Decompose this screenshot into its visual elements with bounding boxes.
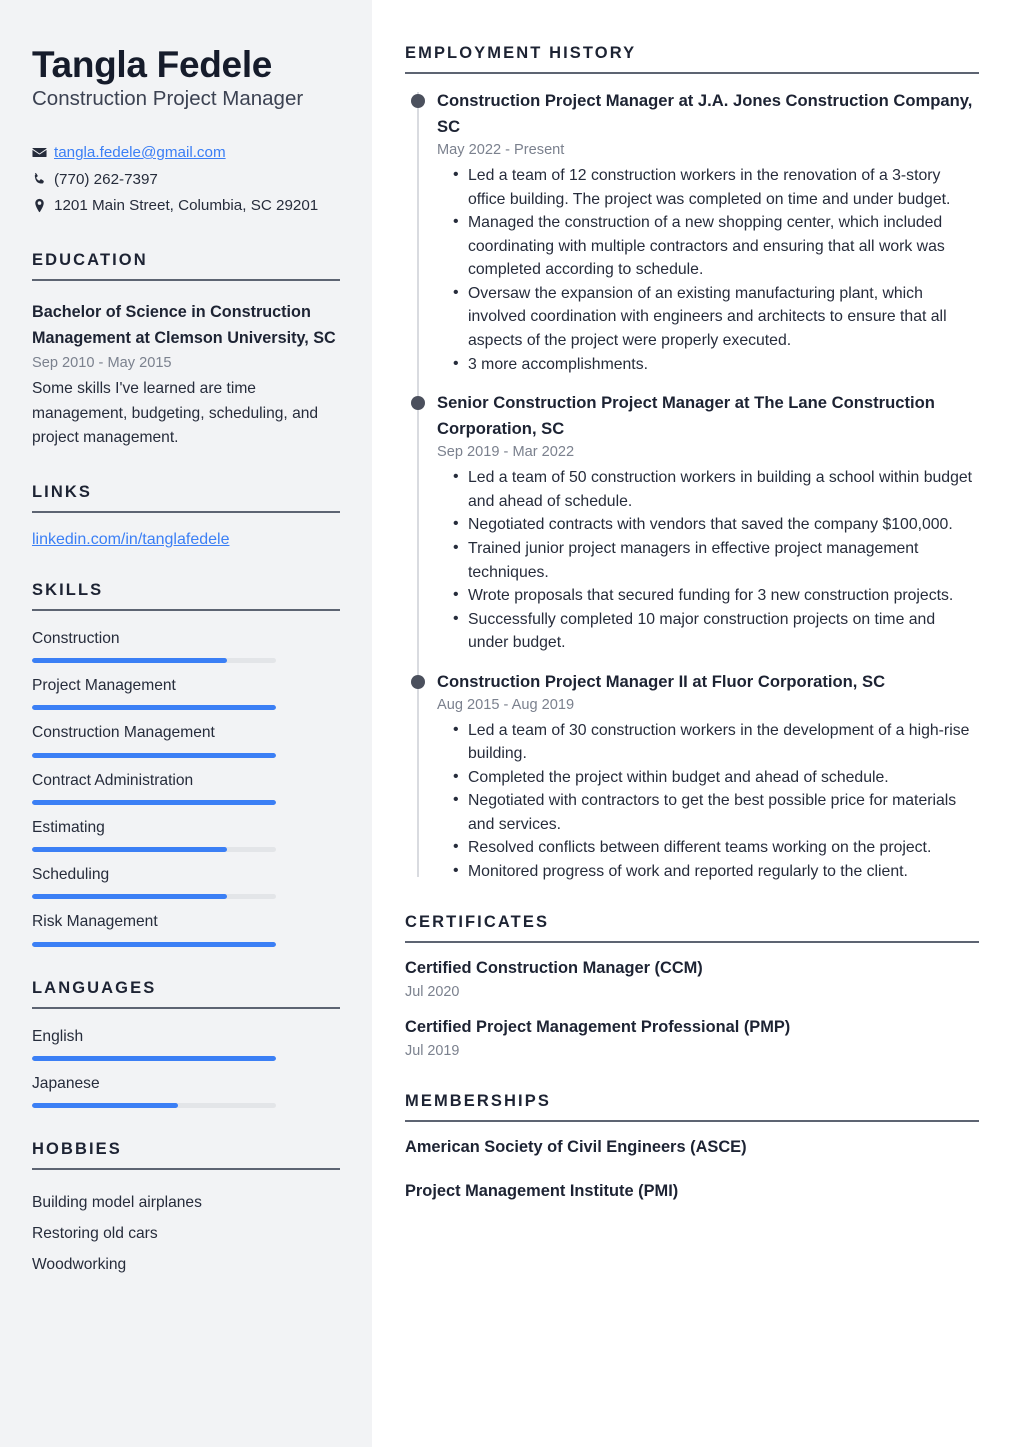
job-entry — [405, 669, 979, 884]
skill-level-bar — [32, 753, 276, 758]
education-item — [32, 299, 340, 451]
timeline-dot-icon — [411, 94, 425, 108]
job-date-range: Aug 2015 - Aug 2019 — [437, 696, 575, 713]
job-bullet: • Completed the project within budget and ahead of schedule. — [468, 766, 979, 790]
skill-level-bar — [32, 800, 276, 805]
job-bullet: • Wrote proposals that secured funding for 3 new construction projects. — [468, 584, 979, 608]
skill-level-fill — [32, 658, 227, 663]
memberships-section — [405, 1092, 979, 1204]
section-divider — [405, 72, 979, 74]
links-section — [32, 483, 340, 549]
skill-label: Scheduling — [32, 866, 110, 884]
certificate-date: Jul 2020 — [405, 984, 460, 1001]
job-bullet: • Negotiated contracts with vendors that saved the company $100,000. — [468, 513, 979, 537]
education-date: Sep 2010 - May 2015 — [32, 354, 172, 371]
skill-level-bar — [32, 942, 276, 947]
skill-label: Estimating — [32, 818, 105, 836]
skill-item — [32, 771, 340, 805]
job-bullet: • Negotiated with contractors to get the best possible price for materials and services. — [468, 789, 979, 836]
job-entry — [405, 390, 979, 655]
skills-list — [32, 629, 340, 947]
memberships-heading: MEMBERSHIPS — [405, 1091, 551, 1110]
job-bullet-list — [437, 719, 979, 884]
section-divider — [32, 1007, 340, 1009]
contact-email-row[interactable] — [32, 142, 340, 164]
hobby-item: Woodworking — [32, 1256, 127, 1274]
job-bullet: • Managed the construction of a new shopping center, which included coordinating with multiple contractors and ensuring that all work was completed according to schedule. — [468, 211, 979, 282]
timeline-dot-icon — [411, 675, 425, 689]
job-bullet-list — [437, 164, 979, 376]
hobby-item: Restoring old cars — [32, 1225, 158, 1243]
hobby-item: Building model airplanes — [32, 1194, 202, 1212]
section-divider — [405, 1120, 979, 1122]
phone-icon — [32, 169, 54, 187]
skill-label: Contract Administration — [32, 771, 194, 789]
skill-level-fill — [32, 800, 276, 805]
certificate-date: Jul 2019 — [405, 1042, 460, 1059]
candidate-name: Tangla Fedele — [32, 44, 273, 85]
language-level-bar — [32, 1056, 276, 1061]
education-heading: EDUCATION — [32, 250, 148, 269]
skill-item — [32, 723, 340, 757]
language-label: English — [32, 1027, 84, 1045]
skill-level-bar — [32, 847, 276, 852]
languages-section — [32, 979, 340, 1109]
skills-section — [32, 581, 340, 947]
job-bullet: • Led a team of 50 construction workers in building a school within budget and ahead of schedule. — [468, 466, 979, 513]
jobs-list — [405, 88, 979, 883]
education-title: Bachelor of Science in Construction Management at Clemson University, SC — [32, 302, 336, 348]
job-bullet: • Oversaw the expansion of an existing manufacturing plant, which involved coordination with engineers and architects to ensure that all aspects of the project were properly executed. — [468, 282, 979, 353]
skill-level-fill — [32, 942, 276, 947]
map-pin-icon — [32, 195, 54, 213]
skill-label: Construction Management — [32, 724, 215, 742]
language-label: Japanese — [32, 1075, 100, 1092]
job-bullet-list — [437, 466, 979, 654]
language-level-fill — [32, 1103, 178, 1108]
linkedin-link[interactable]: linkedin.com/in/tanglafedele — [32, 530, 230, 548]
membership-item: American Society of Civil Engineers (ASCE) — [405, 1137, 747, 1156]
skill-level-fill — [32, 847, 227, 852]
links-heading: LINKS — [32, 482, 92, 501]
certificate-item — [405, 957, 979, 1003]
job-bullet: • Successfully completed 10 major construction projects on time and under budget. — [468, 608, 979, 655]
certificate-name: Certified Project Management Professional (PMP) — [405, 1018, 791, 1037]
job-bullet: • Monitored progress of work and reported regularly to the client. — [468, 860, 979, 884]
skill-level-bar — [32, 894, 276, 899]
contact-list — [32, 142, 340, 217]
contact-email-text — [54, 142, 340, 164]
skill-label: Risk Management — [32, 913, 158, 931]
links-list — [32, 531, 340, 549]
timeline-dot-icon — [411, 396, 425, 410]
email-link[interactable]: tangla.fedele@gmail.com — [54, 144, 226, 162]
contact-address-text: 1201 Main Street, Columbia, SC 29201 — [54, 197, 319, 215]
employment-section — [405, 44, 979, 883]
job-entry — [405, 88, 979, 376]
skill-item — [32, 629, 340, 663]
job-date-range: May 2022 - Present — [437, 142, 565, 159]
skill-level-fill — [32, 894, 227, 899]
job-bullet: • Led a team of 30 construction workers in the development of a high-rise building. — [468, 719, 979, 766]
job-bullet: • Resolved conflicts between different teams working on the project. — [468, 836, 979, 860]
contact-phone-text: (770) 262-7397 — [54, 170, 158, 188]
candidate-job-title: Construction Project Manager — [32, 87, 304, 111]
job-date-range: Sep 2019 - Mar 2022 — [437, 444, 575, 461]
memberships-list — [405, 1136, 979, 1204]
skill-level-fill — [32, 753, 276, 758]
skill-level-fill — [32, 705, 276, 710]
job-title: Senior Construction Project Manager at The Lane Construction Corporation, SC — [437, 393, 935, 439]
language-level-fill — [32, 1056, 276, 1061]
hobbies-list — [32, 1188, 340, 1281]
section-divider — [32, 1168, 340, 1170]
skill-item — [32, 676, 340, 710]
skill-item — [32, 818, 340, 852]
job-title: Construction Project Manager II at Fluor Corporation, SC — [437, 671, 886, 691]
job-bullet: • 3 more accomplishments. — [468, 353, 979, 377]
certificates-heading: CERTIFICATES — [405, 913, 550, 932]
language-item — [32, 1027, 340, 1061]
job-bullet: • Trained junior project managers in effective project management techniques. — [468, 537, 979, 584]
employment-timeline — [405, 88, 979, 883]
skill-item — [32, 912, 340, 946]
certificate-name: Certified Construction Manager (CCM) — [405, 959, 703, 978]
membership-item: Project Management Institute (PMI) — [405, 1181, 679, 1200]
hobbies-section — [32, 1140, 340, 1281]
languages-list — [32, 1027, 340, 1109]
main-column — [372, 0, 1024, 1447]
skill-level-bar — [32, 705, 276, 710]
sidebar — [0, 0, 372, 1447]
skill-label: Project Management — [32, 677, 176, 695]
job-bullet: • Led a team of 12 construction workers in the renovation of a 3-story office building. The project was completed on time and under budget. — [468, 164, 979, 211]
skills-heading: SKILLS — [32, 580, 104, 599]
contact-phone-row — [32, 169, 340, 191]
education-description: Some skills I've learned are time management, budgeting, scheduling, and project management. — [32, 380, 319, 447]
section-divider — [32, 511, 340, 513]
section-divider — [405, 941, 979, 943]
section-divider — [32, 609, 340, 611]
hobbies-heading: HOBBIES — [32, 1140, 122, 1159]
envelope-icon — [32, 142, 54, 160]
education-section — [32, 251, 340, 451]
language-level-bar — [32, 1103, 276, 1108]
certificates-section — [405, 913, 979, 1061]
skill-item — [32, 865, 340, 899]
languages-heading: LANGUAGES — [32, 978, 157, 997]
section-divider — [32, 279, 340, 281]
language-item — [32, 1074, 340, 1108]
certificate-item — [405, 1016, 979, 1062]
skill-level-bar — [32, 658, 276, 663]
certificates-list — [405, 957, 979, 1061]
skill-label: Construction — [32, 629, 120, 647]
contact-address-row — [32, 195, 340, 217]
employment-heading: EMPLOYMENT HISTORY — [405, 44, 637, 62]
job-title: Construction Project Manager at J.A. Jones Construction Company, SC — [437, 91, 973, 137]
